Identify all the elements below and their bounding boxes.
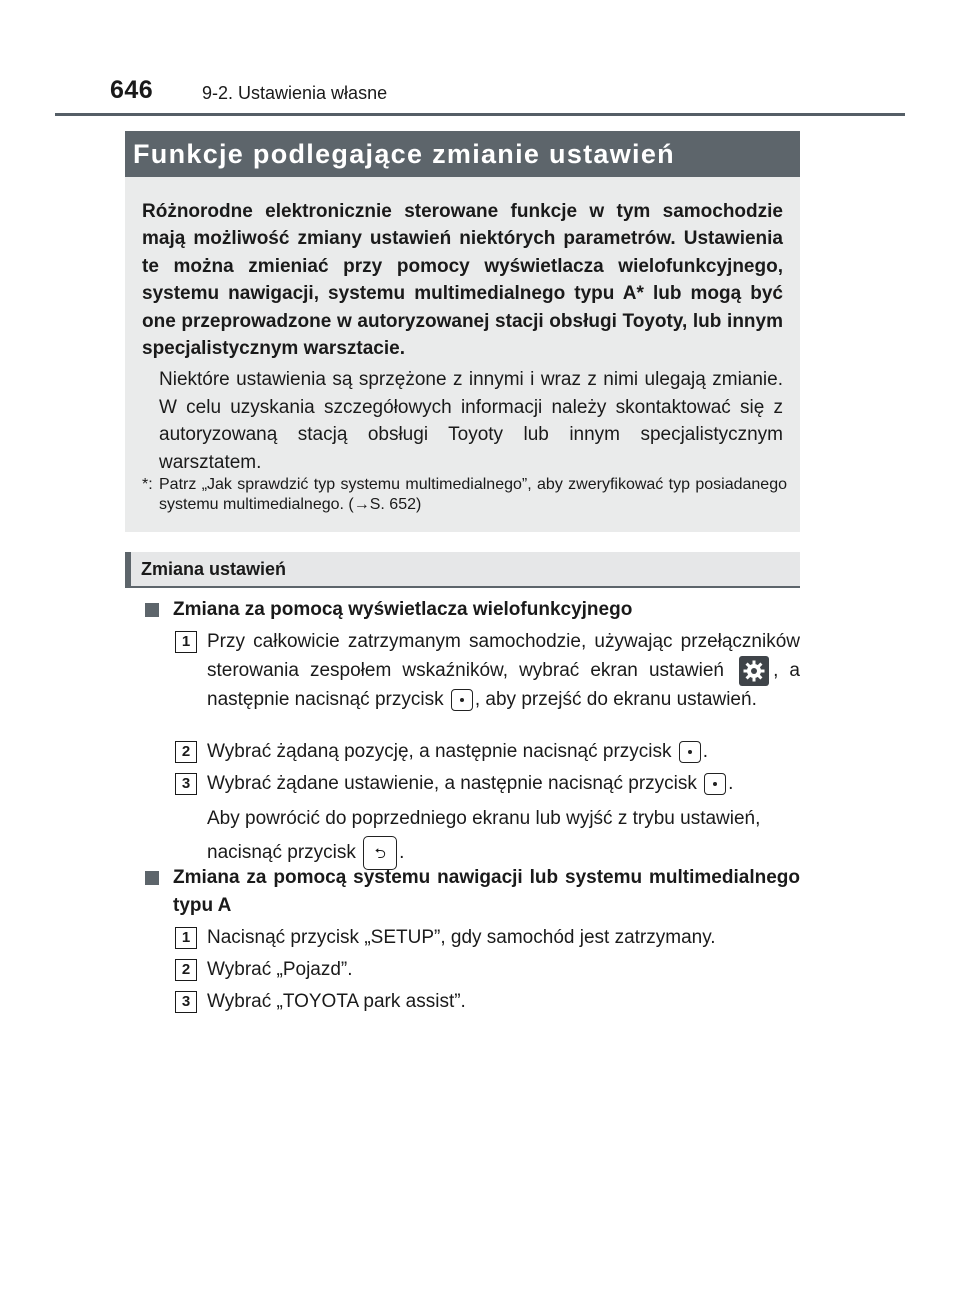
intro-box bbox=[125, 177, 800, 532]
step-number: 2 bbox=[175, 959, 197, 981]
step-text: Wybrać „Pojazd”. bbox=[207, 959, 353, 980]
step-number: 2 bbox=[175, 741, 197, 763]
method-2-step-1 bbox=[175, 924, 800, 952]
enter-button-icon bbox=[679, 741, 701, 763]
footnote bbox=[142, 475, 787, 515]
step-number: 1 bbox=[175, 927, 197, 949]
return-note-text: . bbox=[399, 842, 405, 864]
gear-icon bbox=[739, 656, 769, 686]
page-number: 646 bbox=[110, 76, 154, 104]
square-bullet-icon bbox=[145, 603, 159, 617]
section-header bbox=[125, 552, 800, 588]
method-2-step-3 bbox=[175, 988, 800, 1016]
step-text-part: Wybrać żądaną pozycję, a następnie nacisnąć przycisk bbox=[207, 741, 672, 762]
step-text-part: . bbox=[728, 773, 734, 794]
step-text bbox=[175, 738, 800, 766]
square-bullet-icon bbox=[145, 871, 159, 885]
page-header bbox=[0, 0, 960, 120]
step-text bbox=[175, 770, 800, 798]
step-text bbox=[175, 628, 800, 714]
return-note-text: Aby powrócić do poprzedniego ekranu lub wyjść z trybu ustawień, nacisnąć przycisk bbox=[207, 808, 761, 864]
method-1-step-2 bbox=[175, 738, 800, 766]
step-text-part: Wybrać żądane ustawienie, a następnie nacisnąć przycisk bbox=[207, 773, 697, 794]
step-text-part: Przy całkowicie zatrzymanym samochodzie, używając przełączników sterowania zespołem wskaźników, wybrać ekran ustawień bbox=[207, 631, 800, 682]
back-button-icon: ⮌ bbox=[363, 836, 397, 870]
method-1-step-1 bbox=[175, 628, 800, 714]
intro-note: Niektóre ustawienia są sprzężone z innymi i wraz z nimi ulegają zmianie. W celu uzyskania szczegółowych informacji należy skontaktować się z autoryzowaną stacją obsługi Toyoty lub innym specjalistycznym warsztatem. bbox=[159, 369, 783, 473]
section-accent-bar bbox=[125, 552, 131, 586]
method-2-step-2 bbox=[175, 956, 800, 984]
method-1-heading bbox=[145, 596, 800, 624]
page-title: Funkcje podlegające zmianie ustawień bbox=[133, 139, 675, 169]
method-2-title: Zmiana za pomocą systemu nawigacji lub systemu multimedialnego typu A bbox=[173, 867, 800, 916]
step-number: 1 bbox=[175, 631, 197, 653]
step-number: 3 bbox=[175, 773, 197, 795]
section-title: Zmiana ustawień bbox=[141, 559, 287, 579]
step-text: Nacisnąć przycisk „SETUP”, gdy samochód jest zatrzymany. bbox=[207, 927, 716, 948]
step-number: 3 bbox=[175, 991, 197, 1013]
method-1-step-3 bbox=[175, 770, 800, 798]
step-text-part: . bbox=[702, 741, 709, 762]
method-1-title: Zmiana za pomocą wyświetlacza wielofunkcyjnego bbox=[173, 599, 633, 620]
step-text-part: , aby przejść do ekranu ustawień. bbox=[474, 689, 757, 710]
return-note bbox=[207, 802, 800, 870]
step-text-part: , a następnie nacisnąć przycisk bbox=[207, 660, 801, 710]
method-2-heading bbox=[145, 864, 800, 920]
enter-button-icon bbox=[704, 773, 726, 795]
enter-button-icon bbox=[451, 689, 473, 711]
chapter-title: 9-2. Ustawienia własne bbox=[202, 83, 388, 103]
page-title-bar bbox=[125, 131, 800, 177]
footnote-text: Patrz „Jak sprawdzić typ systemu multimedialnego”, aby zweryfikować typ posiadanego systemu multimedialnego. (→S. 652) bbox=[159, 476, 787, 513]
step-text: Wybrać „TOYOTA park assist”. bbox=[207, 991, 466, 1012]
footnote-mark: *: bbox=[142, 476, 153, 493]
intro-text: Różnorodne elektronicznie sterowane funkcje w tym samochodzie mają możliwość zmiany ustawień niektórych parametrów. Ustawienia te można zmieniać przy pomocy wyświetlacza wielofunkcyjnego, systemu nawigacji, systemu multimedialnego typu A* lub mogą być one przeprowadzone w autoryzowanej stacji obsługi Toyoty, lub innym specjalistycznym warsztacie. bbox=[142, 201, 783, 360]
header-divider bbox=[55, 113, 905, 116]
